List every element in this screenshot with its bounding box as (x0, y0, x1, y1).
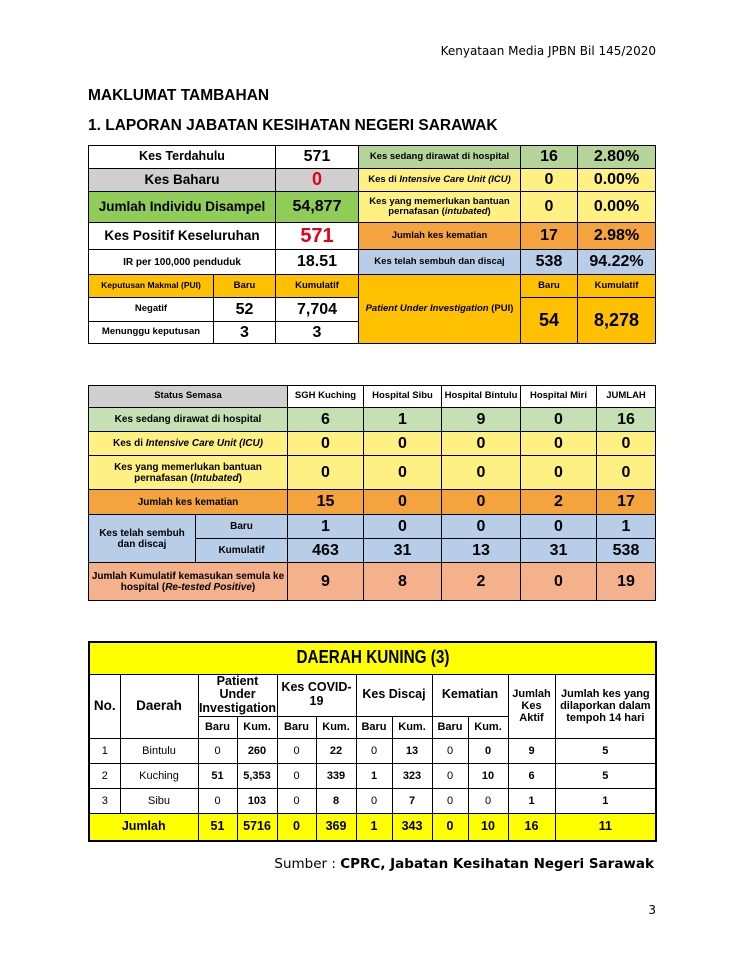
document-header: Kenyataan Media JPBN Bil 145/2020 (440, 44, 656, 58)
status-sembuh-baru-label: Baru (196, 515, 288, 539)
status-hospital-miri: 0 (521, 408, 597, 432)
status-sembuh-kum-sgh: 463 (288, 539, 364, 563)
daerah-header: Daerah (120, 674, 198, 738)
kematian-label: Jumlah kes kematian (359, 223, 521, 250)
section-subtitle: 1. LAPORAN JABATAN KESIHATAN NEGERI SARAWAK (88, 117, 498, 134)
row-aktif: 6 (508, 763, 555, 788)
kematian-value: 17 (521, 223, 578, 250)
total-mat-baru: 0 (432, 813, 468, 841)
table-row (89, 738, 656, 763)
individu-disampel-value: 54,877 (276, 192, 359, 223)
row-cov-baru: 0 (277, 738, 316, 763)
row-j14: 5 (555, 763, 656, 788)
kematian-kum-subheader: Kum. (468, 716, 508, 738)
miri-header: Hospital Miri (521, 386, 597, 408)
status-intubated-bintulu: 0 (442, 456, 521, 490)
row-pui-baru: 0 (198, 738, 237, 763)
pui-kum-subheader: Kum. (237, 716, 277, 738)
total-pui-kum: 5716 (237, 813, 277, 841)
status-kematian-jumlah: 17 (597, 490, 656, 515)
discaj-header: Kes Discaj (356, 674, 432, 716)
status-sembuh-kum-label: Kumulatif (196, 539, 288, 563)
section-title: MAKLUMAT TAMBAHAN (88, 87, 270, 104)
covid-kum-subheader: Kum. (316, 716, 356, 738)
status-retested-sibu: 8 (364, 563, 442, 601)
row-j14: 5 (555, 738, 656, 763)
source-note: Sumber : CPRC, Jabatan Kesihatan Negeri Sarawak (274, 856, 654, 872)
status-table (88, 385, 656, 601)
discaj-baru-subheader: Baru (356, 716, 392, 738)
total-row (89, 813, 656, 841)
sibu-header: Hospital Sibu (364, 386, 442, 408)
status-sembuh-baru-sibu: 0 (364, 515, 442, 539)
total-pui-baru: 51 (198, 813, 237, 841)
icu-pct: 0.00% (578, 169, 656, 192)
menunggu-label: Menunggu keputusan (89, 322, 214, 344)
row-j14: 1 (555, 788, 656, 813)
icu-value: 0 (521, 169, 578, 192)
total-label: Jumlah (89, 813, 198, 841)
pui-kum-value: 8,278 (578, 298, 656, 344)
row-cov-baru: 0 (277, 763, 316, 788)
status-icu-sgh: 0 (288, 432, 364, 456)
daerah-kuning-table (88, 641, 657, 842)
sembuh-value: 538 (521, 250, 578, 275)
row-mat-baru: 0 (432, 763, 468, 788)
kes-baharu-value: 0 (276, 169, 359, 192)
row-mat-baru: 0 (432, 738, 468, 763)
status-kematian-sgh: 15 (288, 490, 364, 515)
bintulu-header: Hospital Bintulu (442, 386, 521, 408)
pui-header: Patient Under Investigation (198, 674, 277, 715)
status-intubated-jumlah: 0 (597, 456, 656, 490)
sgh-header: SGH Kuching (288, 386, 364, 408)
status-kematian-bintulu: 0 (442, 490, 521, 515)
pui-lab-header: Keputusan Makmal (PUI) (89, 275, 214, 298)
row-cov-kum: 22 (316, 738, 356, 763)
row-dis-kum: 7 (392, 788, 432, 813)
status-sembuh-kum-bintulu: 13 (442, 539, 521, 563)
row-pui-kum: 103 (237, 788, 277, 813)
menunggu-kum: 3 (276, 322, 359, 344)
total-j14: 11 (555, 813, 656, 841)
status-retested-miri: 0 (521, 563, 597, 601)
row-pui-kum: 5,353 (237, 763, 277, 788)
total-mat-kum: 10 (468, 813, 508, 841)
status-retested-sgh: 9 (288, 563, 364, 601)
total-cov-kum: 369 (316, 813, 356, 841)
hospital-label: Kes sedang dirawat di hospital (359, 146, 521, 169)
row-pui-baru: 0 (198, 788, 237, 813)
daerah-kuning-title: DAERAH KUNING (3) (89, 642, 656, 674)
status-intubated-sibu: 0 (364, 456, 442, 490)
row-daerah: Sibu (120, 788, 198, 813)
row-no: 2 (89, 763, 120, 788)
status-sembuh-baru-jumlah: 1 (597, 515, 656, 539)
pui-baru-value: 54 (521, 298, 578, 344)
hospital-pct: 2.80% (578, 146, 656, 169)
status-kematian-label: Jumlah kes kematian (89, 490, 288, 515)
status-sembuh-kum-sibu: 31 (364, 539, 442, 563)
status-icu-label: Kes di Intensive Care Unit (ICU) (89, 432, 288, 456)
pui-baru-subheader: Baru (198, 716, 237, 738)
status-retested-label: Jumlah Kumulatif kemasukan semula ke hospital (Re-tested Positive) (89, 563, 288, 601)
no-header: No. (89, 674, 120, 738)
total-dis-kum: 343 (392, 813, 432, 841)
status-icu-bintulu: 0 (442, 432, 521, 456)
row-no: 1 (89, 738, 120, 763)
row-dis-baru: 0 (356, 788, 392, 813)
ir-value: 18.51 (276, 250, 359, 275)
status-retested-jumlah: 19 (597, 563, 656, 601)
status-sembuh-baru-sgh: 1 (288, 515, 364, 539)
pui-baru-header: Baru (521, 275, 578, 298)
status-sembuh-kum-miri: 31 (521, 539, 597, 563)
kematian-baru-subheader: Baru (432, 716, 468, 738)
covid-header: Kes COVID-19 (277, 674, 356, 716)
jumlah-header: JUMLAH (597, 386, 656, 408)
sembuh-pct: 94.22% (578, 250, 656, 275)
sembuh-label: Kes telah sembuh dan discaj (359, 250, 521, 275)
icu-label: Kes di Intensive Care Unit (ICU) (359, 169, 521, 192)
discaj-kum-subheader: Kum. (392, 716, 432, 738)
row-aktif: 9 (508, 738, 555, 763)
pui-lab-baru-header: Baru (214, 275, 276, 298)
status-hospital-bintulu: 9 (442, 408, 521, 432)
negatif-label: Negatif (89, 298, 214, 322)
row-dis-kum: 323 (392, 763, 432, 788)
row-aktif: 1 (508, 788, 555, 813)
total-dis-baru: 1 (356, 813, 392, 841)
status-retested-bintulu: 2 (442, 563, 521, 601)
pui-kum-header: Kumulatif (578, 275, 656, 298)
menunggu-baru: 3 (214, 322, 276, 344)
negatif-baru: 52 (214, 298, 276, 322)
row-no: 3 (89, 788, 120, 813)
row-mat-kum: 10 (468, 763, 508, 788)
row-dis-kum: 13 (392, 738, 432, 763)
status-sembuh-baru-bintulu: 0 (442, 515, 521, 539)
status-hospital-jumlah: 16 (597, 408, 656, 432)
positif-keseluruhan-label: Kes Positif Keseluruhan (89, 223, 276, 250)
hospital-value: 16 (521, 146, 578, 169)
row-dis-baru: 1 (356, 763, 392, 788)
table-row (89, 763, 656, 788)
status-icu-jumlah: 0 (597, 432, 656, 456)
row-cov-kum: 339 (316, 763, 356, 788)
total-aktif: 16 (508, 813, 555, 841)
row-mat-kum: 0 (468, 738, 508, 763)
row-pui-baru: 51 (198, 763, 237, 788)
status-kematian-sibu: 0 (364, 490, 442, 515)
aktif-header: Jumlah Kes Aktif (508, 674, 555, 738)
status-hospital-sgh: 6 (288, 408, 364, 432)
individu-disampel-label: Jumlah Individu Disampel (89, 192, 276, 223)
summary-table (88, 145, 656, 344)
status-intubated-sgh: 0 (288, 456, 364, 490)
positif-keseluruhan-value: 571 (276, 223, 359, 250)
status-sembuh-kum-jumlah: 538 (597, 539, 656, 563)
status-sembuh-baru-miri: 0 (521, 515, 597, 539)
row-dis-baru: 0 (356, 738, 392, 763)
intubated-label: Kes yang memerlukan bantuan pernafasan (intubated) (359, 192, 521, 223)
kes-baharu-label: Kes Baharu (89, 169, 276, 192)
total-cov-baru: 0 (277, 813, 316, 841)
intubated-value: 0 (521, 192, 578, 223)
row-cov-baru: 0 (277, 788, 316, 813)
status-sembuh-label: Kes telah sembuh dan discaj (89, 515, 196, 563)
row-mat-baru: 0 (432, 788, 468, 813)
status-kematian-miri: 2 (521, 490, 597, 515)
row-mat-kum: 0 (468, 788, 508, 813)
kes-terdahulu-label: Kes Terdahulu (89, 146, 276, 169)
row-daerah: Bintulu (120, 738, 198, 763)
intubated-pct: 0.00% (578, 192, 656, 223)
status-hospital-sibu: 1 (364, 408, 442, 432)
row-pui-kum: 260 (237, 738, 277, 763)
row-cov-kum: 8 (316, 788, 356, 813)
status-icu-sibu: 0 (364, 432, 442, 456)
row-daerah: Kuching (120, 763, 198, 788)
status-intubated-label: Kes yang memerlukan bantuan pernafasan (Intubated) (89, 456, 288, 490)
status-icu-miri: 0 (521, 432, 597, 456)
pui-lab-kum-header: Kumulatif (276, 275, 359, 298)
negatif-kum: 7,704 (276, 298, 359, 322)
status-hospital-label: Kes sedang dirawat di hospital (89, 408, 288, 432)
jumlah14-header: Jumlah kes yang dilaporkan dalam tempoh 14 hari (555, 674, 656, 738)
pui-label: Patient Under Investigation (PUI) (359, 275, 521, 344)
status-header: Status Semasa (89, 386, 288, 408)
kematian-pct: 2.98% (578, 223, 656, 250)
covid-baru-subheader: Baru (277, 716, 316, 738)
ir-label: IR per 100,000 penduduk (89, 250, 276, 275)
status-intubated-miri: 0 (521, 456, 597, 490)
kematian-header: Kematian (432, 674, 508, 716)
page-number: 3 (648, 903, 656, 917)
table-row (89, 788, 656, 813)
kes-terdahulu-value: 571 (276, 146, 359, 169)
